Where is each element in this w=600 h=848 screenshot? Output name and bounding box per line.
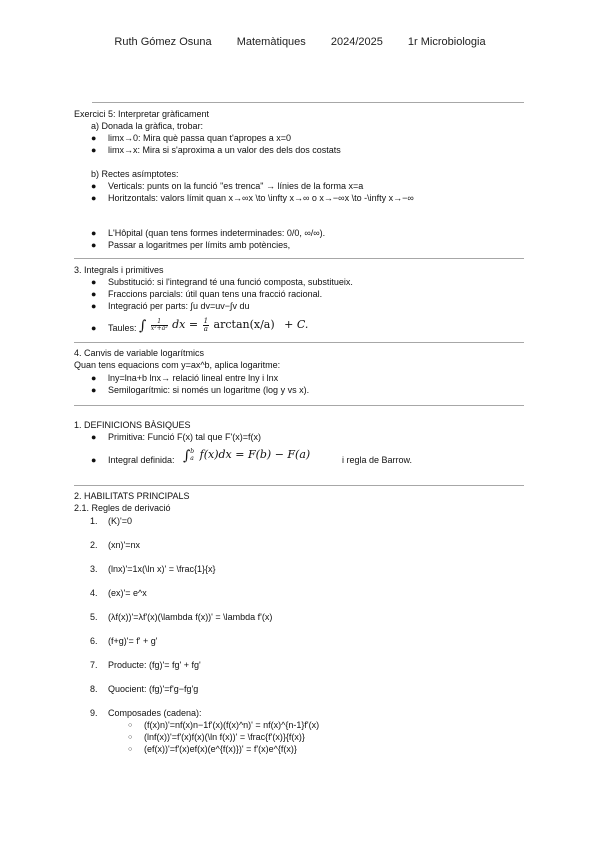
rule-number: 7.	[90, 660, 98, 670]
section-title: 3. Integrals i primitives	[74, 265, 164, 275]
exercise-title: Exercici 5: Interpretar gràficament	[74, 109, 210, 119]
bullet-icon: ●	[91, 373, 97, 383]
rule-text: (xn)'=nx	[108, 540, 140, 550]
list-item: L'Hôpital (quan tens formes indeterminades: 0/0, ∞/∞).	[108, 228, 326, 238]
list-item: Passar a logaritmes per límits amb potències,	[108, 240, 291, 250]
taules-label: Taules:	[108, 323, 137, 333]
list-item: Horitzontals: valors límit quan x→∞x \to \infty x→∞ o x→−∞x \to -\infty x→−∞	[108, 193, 414, 203]
bullet-icon: ●	[91, 301, 97, 311]
chain-rule-item: (f(x)n)'=nf(x)n−1f'(x)(f(x)^n)' = nf(x)^{n-1}f'(x)	[144, 720, 320, 730]
arctan-term: arctan(x/a)	[213, 318, 275, 331]
page-header	[0, 36, 600, 48]
bullet-icon: ●	[91, 432, 97, 442]
list-item: limx→0: Mira què passa quan t'apropes a x=0	[108, 133, 292, 143]
definite-integral-formula	[183, 445, 310, 466]
fraction-numerator: 1	[203, 316, 209, 325]
integral-label: Integral definida:	[108, 455, 175, 465]
subsection-b-title: b) Rectes asímptotes:	[91, 169, 179, 179]
rule-text: (lnx)'=1x(\ln x)' = \frac{1}{x}	[108, 564, 216, 574]
header-author: Ruth Gómez Osuna	[114, 36, 212, 48]
bullet-icon: ●	[91, 323, 97, 333]
dx-term: dx =	[172, 318, 199, 331]
chain-rule-item: (lnf(x))'=f'(x)f(x)(\ln f(x))' = \frac{f'(x)}{f(x)}	[144, 732, 305, 742]
divider	[74, 342, 524, 343]
list-item: lny=lna+b lnx→ relació lineal entre lny i lnx	[108, 373, 279, 383]
fraction-denominator: a	[203, 324, 208, 333]
rule-text: (λf(x))'=λf'(x)(\lambda f(x))' = \lambda f'(x)	[108, 612, 273, 622]
integrand-numerator: 1	[151, 319, 168, 326]
rule-text: (ex)'= e^x	[108, 588, 147, 598]
header-course: 1r Microbiologia	[407, 36, 486, 48]
integral-sign: ∫	[183, 448, 191, 464]
list-item: Primitiva: Funció F(x) tal que F'(x)=f(x)	[108, 432, 261, 442]
bullet-icon: ●	[91, 133, 97, 143]
circle-bullet-icon: ○	[128, 734, 133, 741]
taules-formula	[139, 315, 308, 336]
section-title: 4. Canvis de variable logarítmics	[74, 348, 205, 358]
rule-text: (f+g)'= f' + g'	[108, 636, 158, 646]
integral-body: f(x)dx = F(b) − F(a)	[199, 448, 311, 461]
header-subject: Matemàtiques	[236, 36, 306, 48]
integrand-fraction	[151, 319, 168, 332]
rule-number: 5.	[90, 612, 98, 622]
subsection-a-title: a) Donada la gràfica, trobar:	[91, 121, 204, 131]
integral-sign: ∫	[139, 318, 147, 334]
subsection-title: 2.1. Regles de derivació	[74, 503, 171, 513]
rule-number: 3.	[90, 564, 98, 574]
bullet-icon: ●	[91, 181, 97, 191]
bullet-icon: ●	[91, 385, 97, 395]
list-item: Substitució: si l'integrand té una funció composta, substitueix.	[108, 277, 353, 287]
section-title: 2. HABILITATS PRINCIPALS	[74, 491, 190, 501]
list-item: limx→x: Mira si s'aproxima a un valor des dels dos costats	[108, 145, 341, 155]
rule-text: Composades (cadena):	[108, 708, 202, 718]
rule-text: (K)'=0	[108, 516, 132, 526]
bullet-icon: ●	[91, 228, 97, 238]
divider	[74, 485, 524, 486]
list-item: Verticals: punts on la funció "es trenca" → línies de la forma x=a	[108, 181, 364, 191]
rule-number: 1.	[90, 516, 98, 526]
integrand-denominator: x²+a²	[150, 324, 168, 332]
list-item: Integració per parts: ∫u dv=uv−∫v du	[108, 301, 250, 311]
divider	[92, 102, 524, 103]
constant-term: + C.	[284, 318, 309, 331]
section-intro: Quan tens equacions com y=ax^b, aplica logaritme:	[74, 360, 281, 370]
barrow-text: i regla de Barrow.	[342, 455, 413, 465]
chain-rule-item: (ef(x))'=f'(x)ef(x)(e^{f(x)})' = f'(x)e^{f(x)}	[144, 744, 297, 754]
header-year: 2024/2025	[330, 36, 383, 48]
coefficient-fraction	[203, 318, 209, 333]
circle-bullet-icon: ○	[128, 746, 133, 753]
bullet-icon: ●	[91, 145, 97, 155]
bullet-icon: ●	[91, 455, 97, 465]
upper-limit: b	[190, 448, 195, 455]
rule-number: 2.	[90, 540, 98, 550]
bullet-icon: ●	[91, 193, 97, 203]
list-item: Semilogarítmic: si només un logaritme (log y vs x).	[108, 385, 310, 395]
bullet-icon: ●	[91, 277, 97, 287]
circle-bullet-icon: ○	[128, 722, 133, 729]
rule-text: Quocient: (fg)'=f'g−fg'g	[108, 684, 199, 694]
divider	[74, 405, 524, 406]
divider	[74, 258, 524, 259]
bullet-icon: ●	[91, 240, 97, 250]
list-item: Fraccions parcials: útil quan tens una fracció racional.	[108, 289, 323, 299]
rule-text: Producte: (fg)'= fg' + fg'	[108, 660, 201, 670]
bullet-icon: ●	[91, 289, 97, 299]
rule-number: 4.	[90, 588, 98, 598]
rule-number: 9.	[90, 708, 98, 718]
rule-number: 6.	[90, 636, 98, 646]
rule-number: 8.	[90, 684, 98, 694]
lower-limit: a	[190, 455, 194, 462]
section-title: 1. DEFINICIONS BÀSIQUES	[74, 420, 191, 430]
